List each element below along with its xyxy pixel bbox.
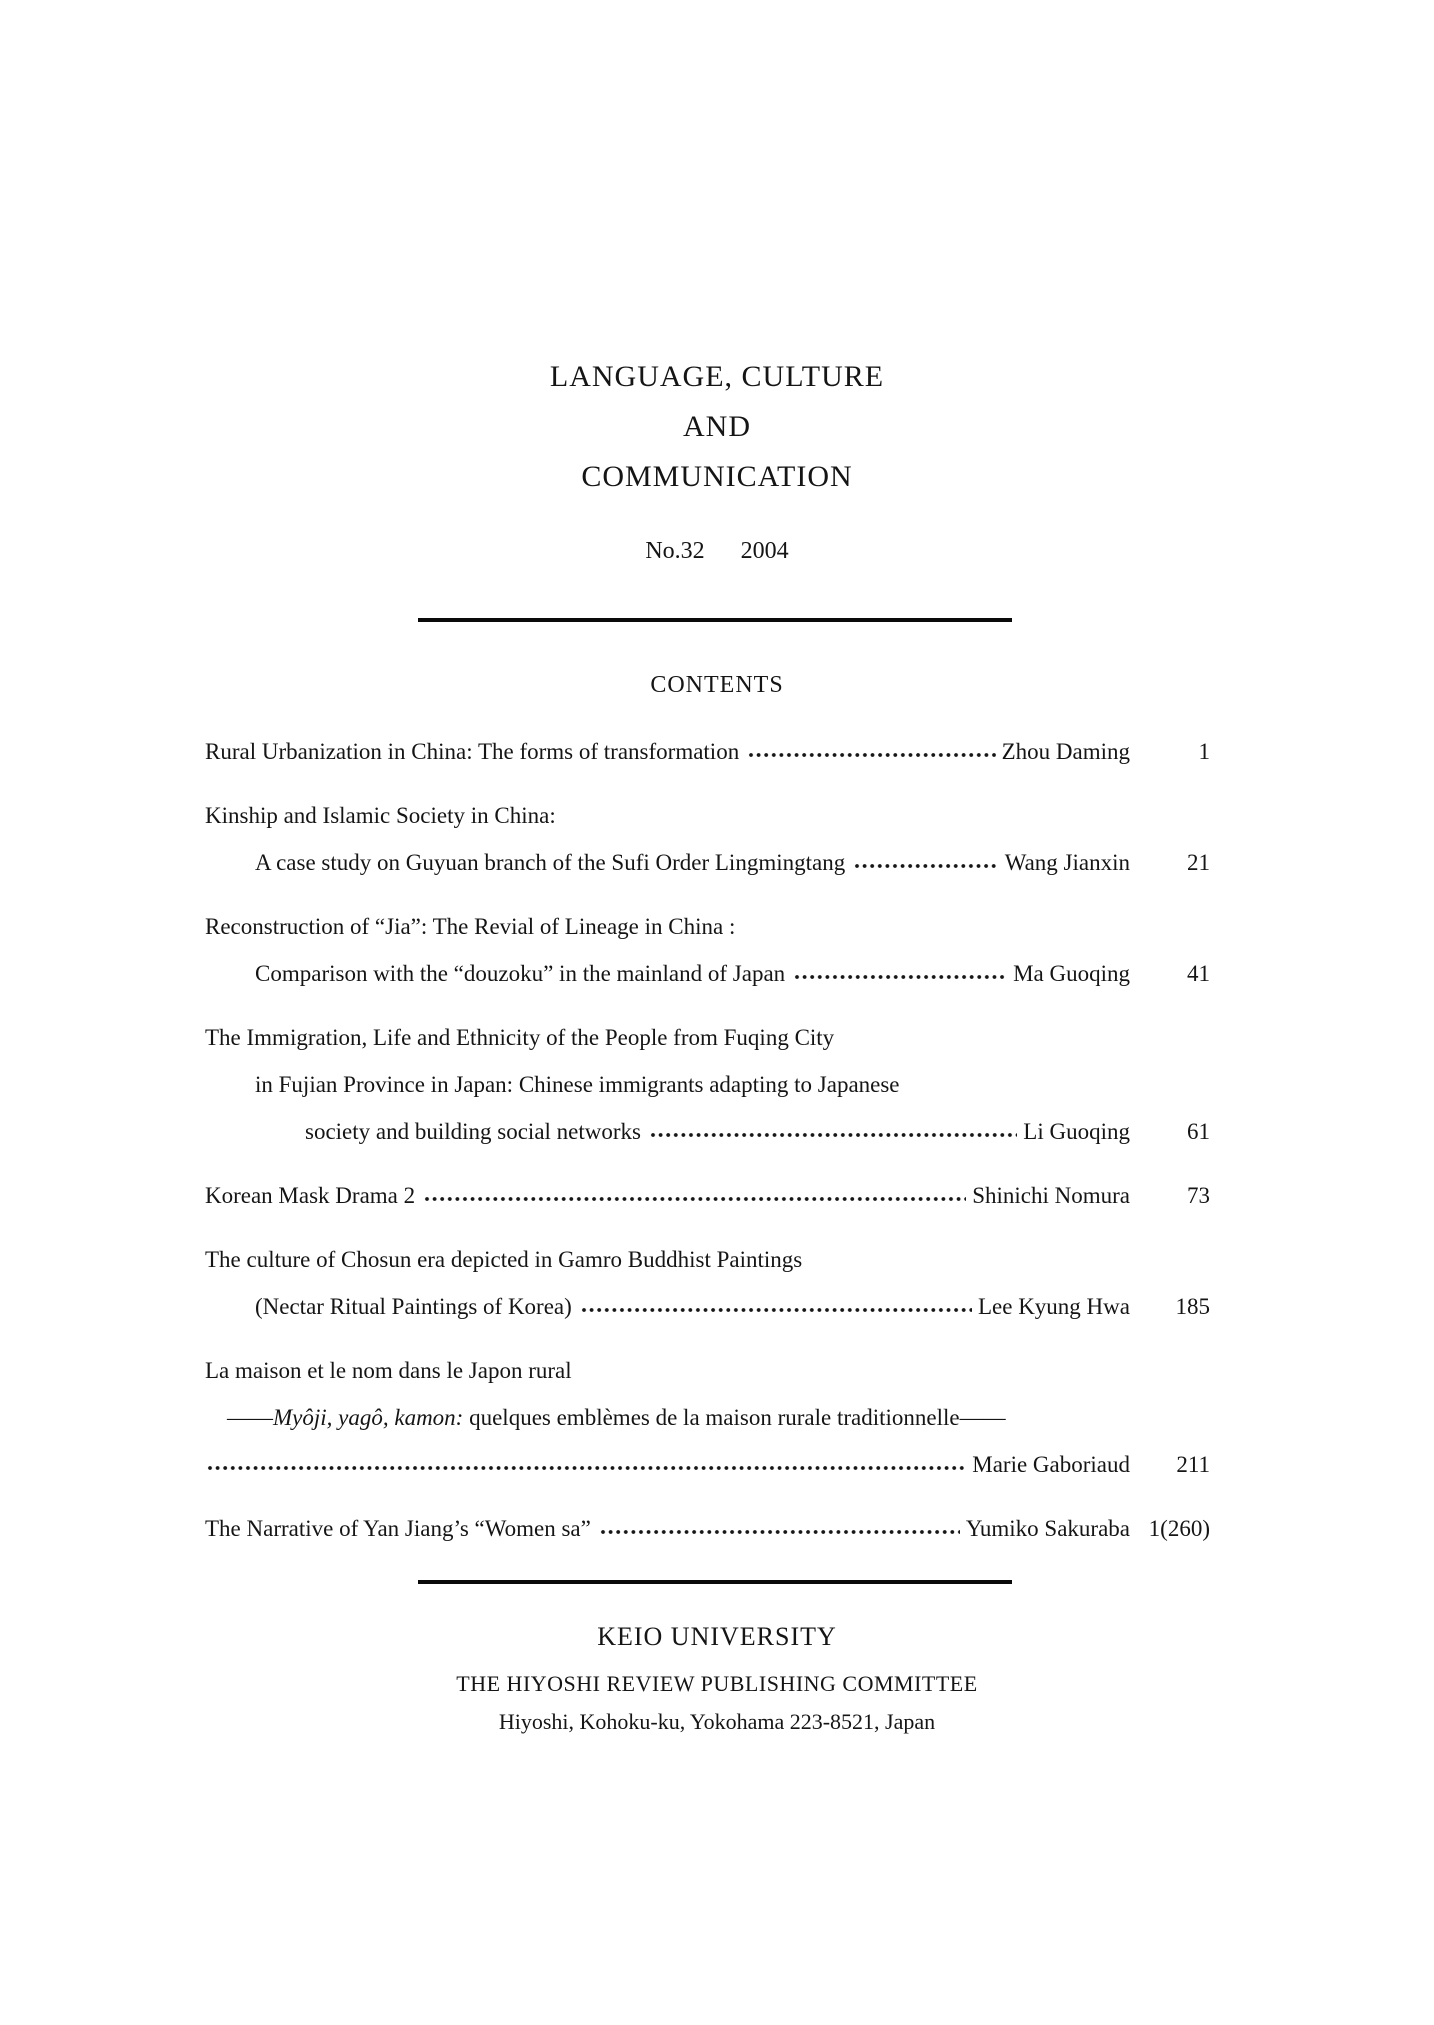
toc-text-segment: Korean Mask Drama 2 [205, 1183, 416, 1208]
toc-entry [205, 1347, 1210, 1488]
dot-leader [600, 1529, 960, 1535]
toc-line [205, 1172, 1210, 1219]
toc-line-text [255, 950, 785, 997]
toc-line [205, 1283, 1210, 1330]
toc-page-number: 73 [1187, 1183, 1210, 1208]
toc-text-italic-segment: Myôji, yagô, kamon: [273, 1405, 464, 1430]
toc-entry [205, 1014, 1210, 1155]
toc-line-text [227, 1394, 1006, 1441]
masthead [0, 352, 1434, 566]
toc-line [205, 903, 1210, 950]
issue-line [0, 536, 1434, 566]
dot-leader [794, 974, 1007, 980]
toc-line [205, 728, 1210, 775]
toc-text-segment: Comparison with the “douzoku” in the mainland of Japan [255, 961, 786, 986]
toc-author: Wang Jianxin [1004, 850, 1130, 875]
toc-text-segment: The Narrative of Yan Jiang’s “Women sa” [205, 1516, 591, 1541]
toc-text-segment: —— [227, 1405, 273, 1430]
toc-page-number: 61 [1187, 1119, 1210, 1144]
toc-line [205, 1394, 1210, 1441]
toc-text-segment: society and building social networks [305, 1119, 641, 1144]
toc-line [205, 792, 1210, 839]
contents-heading: CONTENTS [650, 672, 784, 698]
toc-author: Ma Guoqing [1013, 961, 1130, 986]
journal-title-line-3: COMMUNICATION [581, 460, 853, 493]
toc-entry [205, 728, 1210, 775]
publisher-committee: THE HIYOSHI REVIEW PUBLISHING COMMITTEE [456, 1671, 978, 1696]
toc-author: Shinichi Nomura [972, 1183, 1130, 1208]
table-of-contents [205, 728, 1210, 1569]
dot-leader [424, 1196, 966, 1202]
toc-line-text [205, 1505, 591, 1552]
toc-entry [205, 1172, 1210, 1219]
divider-top [418, 618, 1012, 622]
dot-leader [650, 1132, 1017, 1138]
toc-line-text [205, 1172, 415, 1219]
toc-line-text [205, 903, 735, 950]
toc-line-text [205, 728, 739, 775]
issue-number: No.32 [645, 538, 705, 564]
toc-line-text [205, 1014, 834, 1061]
toc-author: Lee Kyung Hwa [977, 1294, 1130, 1319]
journal-title-line-2: AND [683, 410, 751, 443]
toc-entry [205, 903, 1210, 997]
toc-line [205, 1347, 1210, 1394]
toc-page-number: 185 [1175, 1294, 1210, 1319]
toc-author: Yumiko Sakuraba [965, 1516, 1130, 1541]
dot-leader [581, 1307, 972, 1313]
toc-author: Li Guoqing [1023, 1119, 1130, 1144]
toc-line [205, 839, 1210, 886]
toc-line [205, 1061, 1210, 1108]
toc-line [205, 1108, 1210, 1155]
publisher-address: Hiyoshi, Kohoku-ku, Yokohama 223-8521, Japan [498, 1709, 936, 1734]
toc-line [205, 950, 1210, 997]
toc-line [205, 1505, 1210, 1552]
toc-text-segment: Reconstruction of “Jia”: The Revial of Lineage in China : [205, 914, 736, 939]
issue-year: 2004 [740, 538, 789, 564]
toc-author: Marie Gaboriaud [972, 1452, 1130, 1477]
toc-line [205, 1014, 1210, 1061]
toc-line-text [255, 1061, 900, 1108]
toc-text-segment: A case study on Guyuan branch of the Sufi Order Lingmingtang [255, 850, 846, 875]
toc-line-text [305, 1108, 641, 1155]
toc-line [205, 1236, 1210, 1283]
toc-page-number: 41 [1187, 961, 1210, 986]
toc-text-segment: The Immigration, Life and Ethnicity of the People from Fuqing City [205, 1025, 835, 1050]
toc-page-number: 1(260) [1148, 1516, 1210, 1541]
toc-page-number: 21 [1187, 850, 1210, 875]
toc-text-segment: Kinship and Islamic Society in China: [205, 803, 556, 828]
toc-line-text [205, 1347, 572, 1394]
toc-line-text [255, 1283, 572, 1330]
publisher-university: KEIO UNIVERSITY [597, 1622, 837, 1651]
toc-line-text [255, 839, 845, 886]
toc-page-number: 1 [1198, 739, 1210, 764]
toc-entry [205, 1236, 1210, 1330]
dot-leader [748, 752, 995, 758]
toc-line [205, 1441, 1210, 1488]
toc-text-segment: in Fujian Province in Japan: Chinese immigrants adapting to Japanese [255, 1072, 900, 1097]
toc-entry [205, 792, 1210, 886]
toc-text-segment: La maison et le nom dans le Japon rural [205, 1358, 572, 1383]
journal-title-line-1: LANGUAGE, CULTURE [549, 360, 885, 393]
toc-line-text [205, 1236, 802, 1283]
dot-leader [207, 1465, 966, 1471]
divider-bottom [418, 1580, 1012, 1584]
toc-author: Zhou Daming [1001, 739, 1130, 764]
toc-line-text [205, 792, 556, 839]
toc-text-segment: The culture of Chosun era depicted in Gamro Buddhist Paintings [205, 1247, 803, 1272]
toc-text-segment: quelques emblèmes de la maison rurale traditionnelle—— [463, 1405, 1006, 1430]
dot-leader [854, 863, 999, 869]
toc-entry [205, 1505, 1210, 1552]
toc-text-segment: Rural Urbanization in China: The forms of transformation [205, 739, 740, 764]
toc-text-segment: (Nectar Ritual Paintings of Korea) [255, 1294, 572, 1319]
toc-page-number: 211 [1176, 1452, 1210, 1477]
